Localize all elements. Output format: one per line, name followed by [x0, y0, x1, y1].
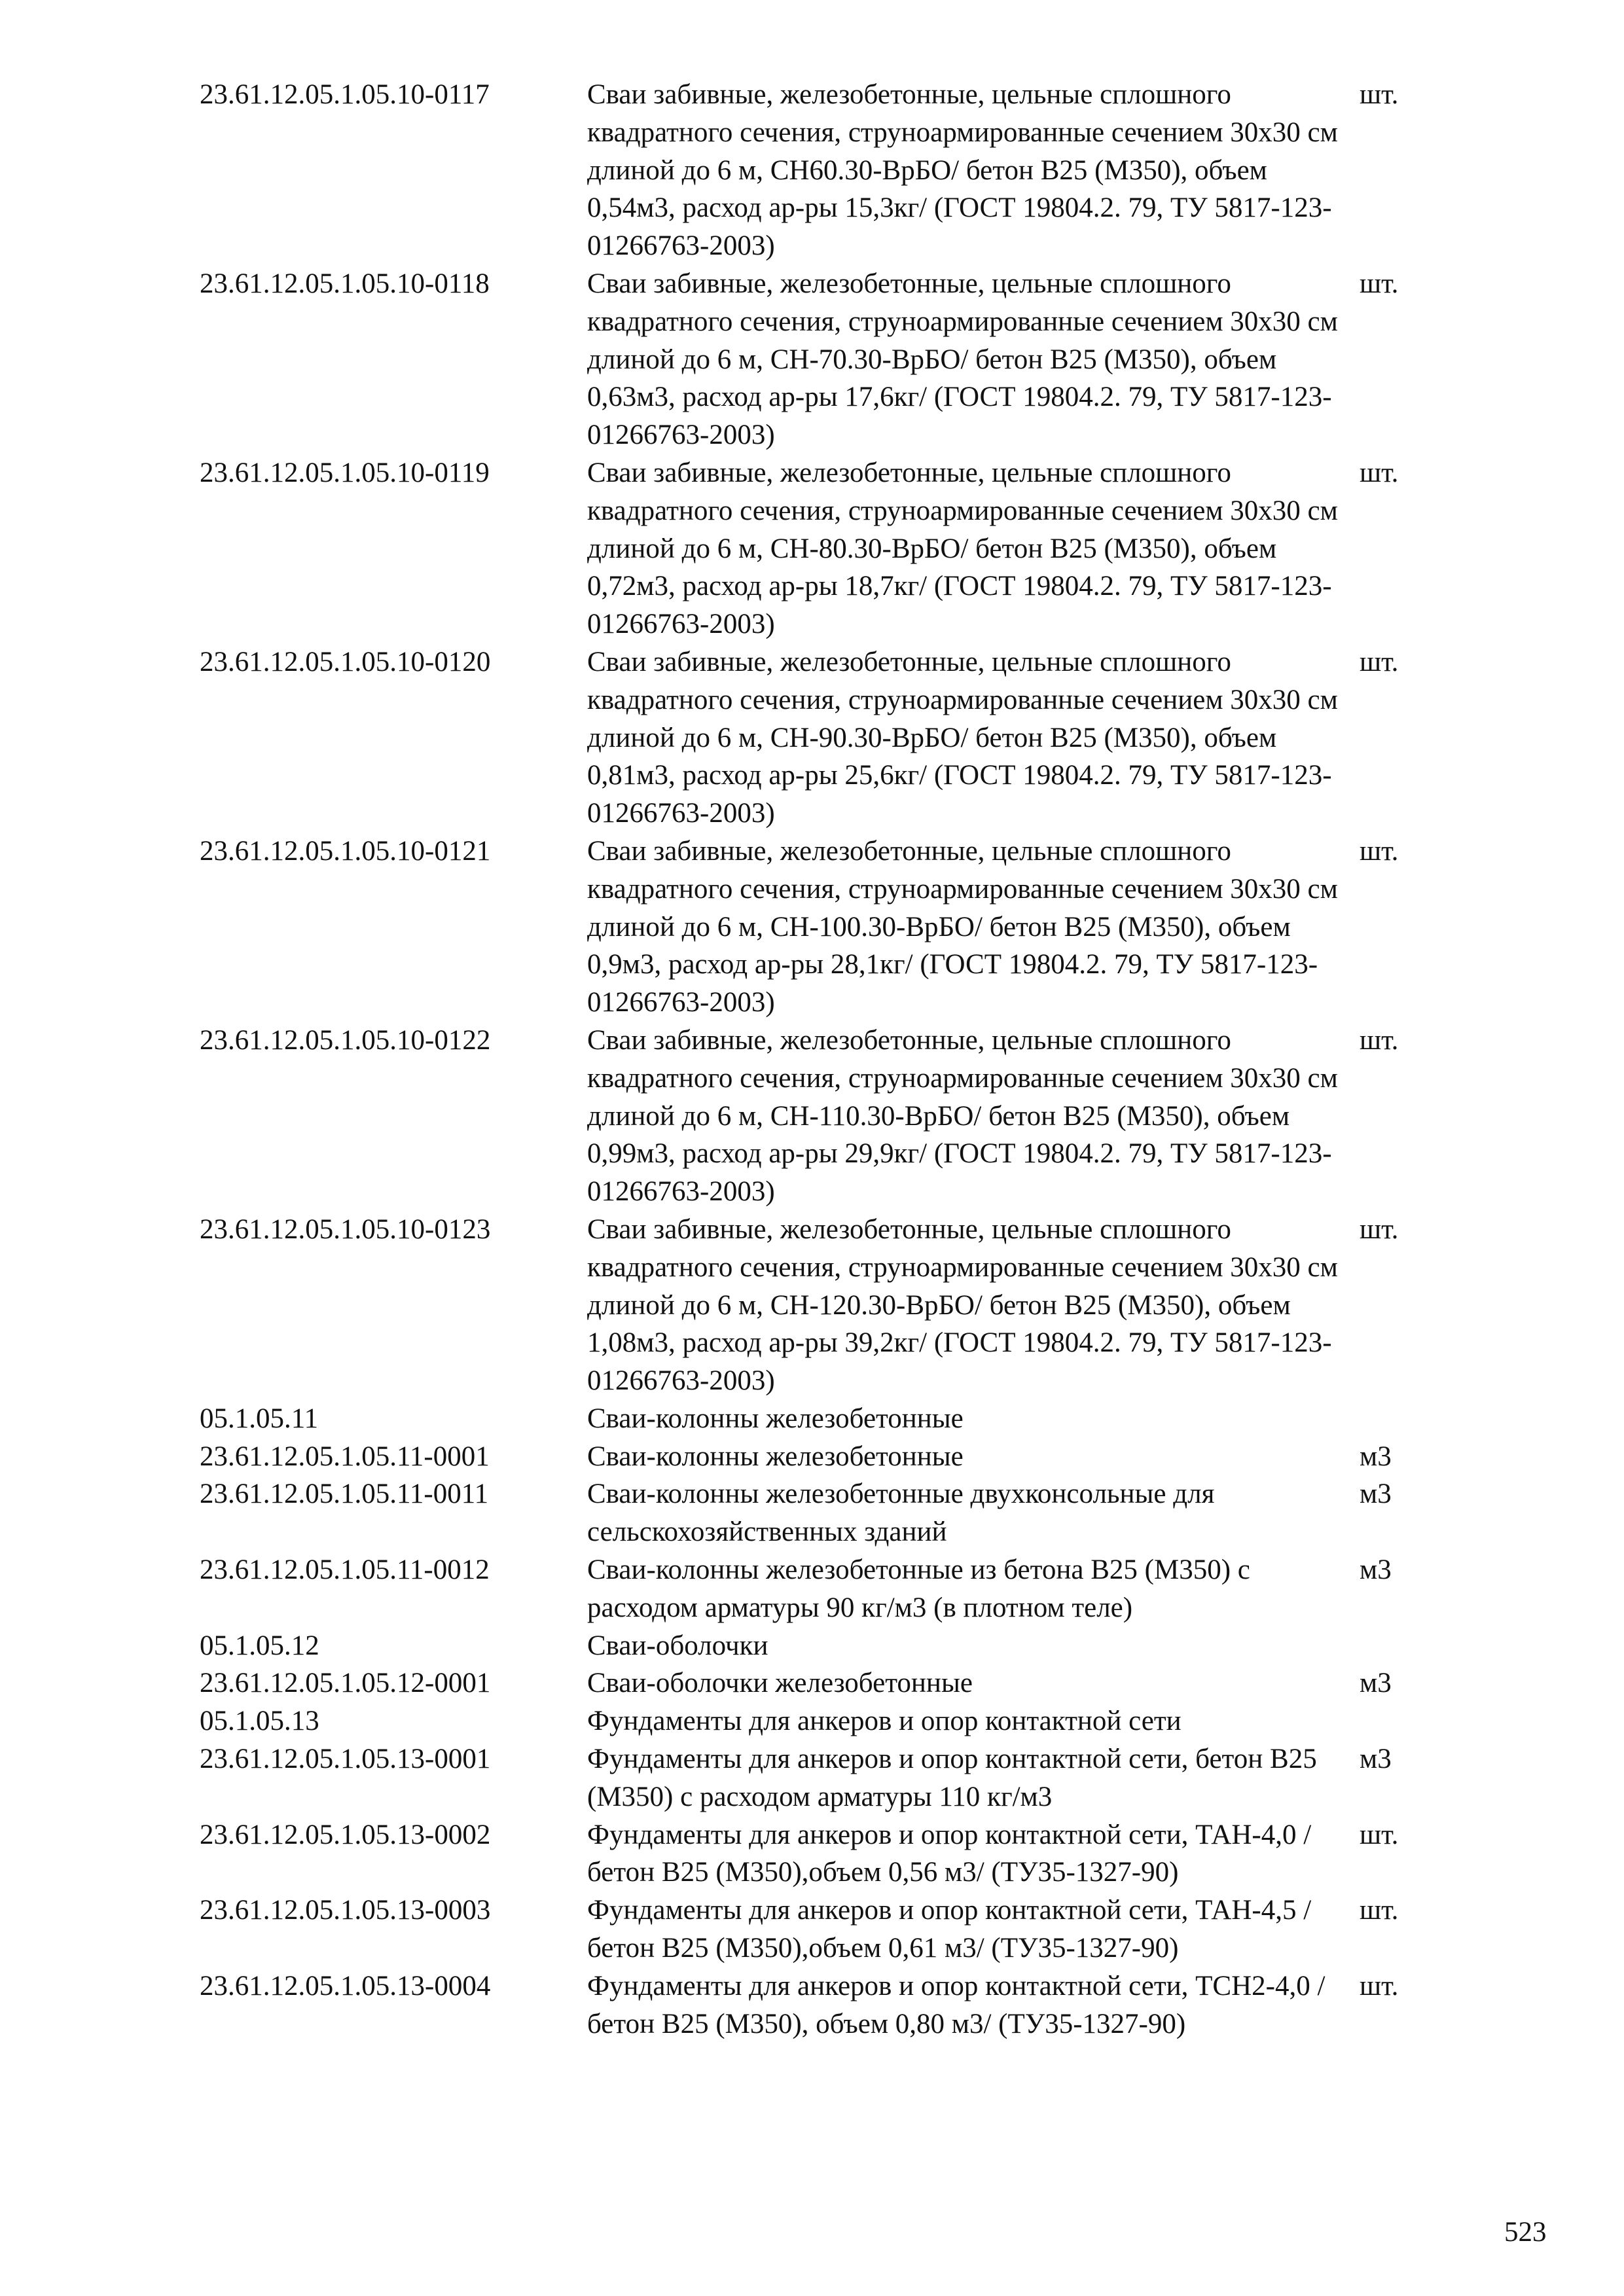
- row-code: 23.61.12.05.1.05.13-0001: [200, 1744, 491, 1775]
- row-code: 23.61.12.05.1.05.13-0002: [200, 1819, 491, 1850]
- row-unit: м3: [1360, 1668, 1392, 1699]
- row-unit: шт.: [1360, 1213, 1399, 1245]
- row-code: 23.61.12.05.1.05.10-0118: [200, 268, 490, 299]
- table-row: [200, 76, 1443, 265]
- row-unit: шт.: [1360, 268, 1399, 299]
- row-description: Сваи-колонны железобетонные: [587, 1441, 964, 1472]
- table-row: [200, 1664, 1443, 1702]
- row-unit: шт.: [1360, 79, 1399, 110]
- row-unit: м3: [1360, 1441, 1392, 1472]
- row-description: Фундаменты для анкеров и опор контактной сети, ТСН2-4,0 /бетон В25 (М350), объем 0,80 м3/ (ТУ35-1327-90): [587, 1970, 1326, 2039]
- row-unit: шт.: [1360, 457, 1399, 488]
- row-unit: шт.: [1360, 1895, 1399, 1926]
- section-row: [200, 1627, 1443, 1665]
- row-unit: м3: [1360, 1554, 1392, 1586]
- row-code: 23.61.12.05.1.05.10-0122: [200, 1024, 491, 1056]
- section-code: 05.1.05.13: [200, 1706, 319, 1737]
- row-code: 23.61.12.05.1.05.13-0003: [200, 1895, 491, 1926]
- row-description: Сваи забивные, железобетонные, цельные сплошного квадратного сечения, струноармированные сечением 30х30 см длиной до 6 м, СН-100.30-ВрБО/ бетон В25 (М350), объем 0,9м3, расход ар-ры 28,1кг/ (ГОСТ 19804.2. 79, ТУ 5817-123-01266763-2003): [587, 835, 1338, 1018]
- section-title: Фундаменты для анкеров и опор контактной сети: [587, 1706, 1182, 1737]
- row-code: 23.61.12.05.1.05.11-0001: [200, 1441, 490, 1472]
- section-row: [200, 1702, 1443, 1740]
- table-row: [200, 265, 1443, 454]
- row-description: Фундаменты для анкеров и опор контактной сети, ТАН-4,0 /бетон В25 (М350),объем 0,56 м3/ (ТУ35-1327-90): [587, 1819, 1312, 1888]
- row-description: Сваи-колонны железобетонные двухконсольные для сельскохозяйственных зданий: [587, 1479, 1215, 1548]
- table-row: [200, 1892, 1443, 1967]
- row-unit: м3: [1360, 1479, 1392, 1510]
- resource-table: [200, 76, 1443, 2043]
- row-description: Сваи забивные, железобетонные, цельные сплошного квадратного сечения, струноармированные сечением 30х30 см длиной до 6 м, СН-70.30-ВрБО/ бетон В25 (М350), объем 0,63м3, расход ар-ры 17,6кг/ (ГОСТ 19804.2. 79, ТУ 5817-123-01266763-2003): [587, 268, 1338, 451]
- table-row: [200, 833, 1443, 1022]
- row-description: Фундаменты для анкеров и опор контактной сети, ТАН-4,5 /бетон В25 (М350),объем 0,61 м3/ (ТУ35-1327-90): [587, 1895, 1312, 1964]
- section-title: Сваи-колонны железобетонные: [587, 1403, 964, 1434]
- row-description: Фундаменты для анкеров и опор контактной сети, бетон В25 (М350) с расходом арматуры 110 кг/м3: [587, 1744, 1317, 1812]
- row-unit: шт.: [1360, 646, 1399, 677]
- row-code: 23.61.12.05.1.05.13-0004: [200, 1970, 491, 2001]
- row-code: 23.61.12.05.1.05.11-0011: [200, 1479, 489, 1510]
- table-row: [200, 1022, 1443, 1211]
- row-description: Сваи забивные, железобетонные, цельные сплошного квадратного сечения, струноармированные сечением 30х30 см длиной до 6 м, СН60.30-ВрБО/ бетон В25 (М350), объем 0,54м3, расход ар-ры 15,3кг/ (ГОСТ 19804.2. 79, ТУ 5817-123-01266763-2003): [587, 79, 1338, 262]
- row-description: Сваи-колонны железобетонные из бетона В25 (М350) с расходом арматуры 90 кг/м3 (в плотном теле): [587, 1554, 1250, 1623]
- row-unit: шт.: [1360, 1024, 1399, 1056]
- table-row: [200, 1438, 1443, 1476]
- row-description: Сваи забивные, железобетонные, цельные сплошного квадратного сечения, струноармированные сечением 30х30 см длиной до 6 м, СН-120.30-ВрБО/ бетон В25 (М350), объем 1,08м3, расход ар-ры 39,2кг/ (ГОСТ 19804.2. 79, ТУ 5817-123-01266763-2003): [587, 1213, 1338, 1397]
- table-row: [200, 1211, 1443, 1400]
- row-description: Сваи забивные, железобетонные, цельные сплошного квадратного сечения, струноармированные сечением 30х30 см длиной до 6 м, СН-110.30-ВрБО/ бетон В25 (М350), объем 0,99м3, расход ар-ры 29,9кг/ (ГОСТ 19804.2. 79, ТУ 5817-123-01266763-2003): [587, 1024, 1338, 1208]
- row-code: 23.61.12.05.1.05.10-0123: [200, 1213, 491, 1245]
- row-unit: шт.: [1360, 1970, 1399, 2001]
- table-row: [200, 1475, 1443, 1551]
- section-title: Сваи-оболочки: [587, 1630, 768, 1661]
- row-unit: шт.: [1360, 835, 1399, 867]
- row-code: 23.61.12.05.1.05.12-0001: [200, 1668, 491, 1699]
- table-row: [200, 1967, 1443, 2043]
- row-description: Сваи-оболочки железобетонные: [587, 1668, 973, 1699]
- section-row: [200, 1400, 1443, 1438]
- row-code: 23.61.12.05.1.05.10-0120: [200, 646, 491, 677]
- table-row: [200, 454, 1443, 643]
- row-code: 23.61.12.05.1.05.10-0119: [200, 457, 490, 488]
- table-row: [200, 1816, 1443, 1892]
- row-unit: шт.: [1360, 1819, 1399, 1850]
- page-number: 523: [1504, 2217, 1547, 2248]
- section-code: 05.1.05.11: [200, 1403, 319, 1434]
- section-code: 05.1.05.12: [200, 1630, 319, 1661]
- table-row: [200, 1740, 1443, 1816]
- row-code: 23.61.12.05.1.05.10-0121: [200, 835, 491, 867]
- row-unit: м3: [1360, 1744, 1392, 1775]
- table-row: [200, 1551, 1443, 1627]
- row-code: 23.61.12.05.1.05.11-0012: [200, 1554, 490, 1586]
- row-description: Сваи забивные, железобетонные, цельные сплошного квадратного сечения, струноармированные сечением 30х30 см длиной до 6 м, СН-90.30-ВрБО/ бетон В25 (М350), объем 0,81м3, расход ар-ры 25,6кг/ (ГОСТ 19804.2. 79, ТУ 5817-123-01266763-2003): [587, 646, 1338, 829]
- row-code: 23.61.12.05.1.05.10-0117: [200, 79, 490, 110]
- table-row: [200, 643, 1443, 833]
- row-description: Сваи забивные, железобетонные, цельные сплошного квадратного сечения, струноармированные сечением 30х30 см длиной до 6 м, СН-80.30-ВрБО/ бетон В25 (М350), объем 0,72м3, расход ар-ры 18,7кг/ (ГОСТ 19804.2. 79, ТУ 5817-123-01266763-2003): [587, 457, 1338, 640]
